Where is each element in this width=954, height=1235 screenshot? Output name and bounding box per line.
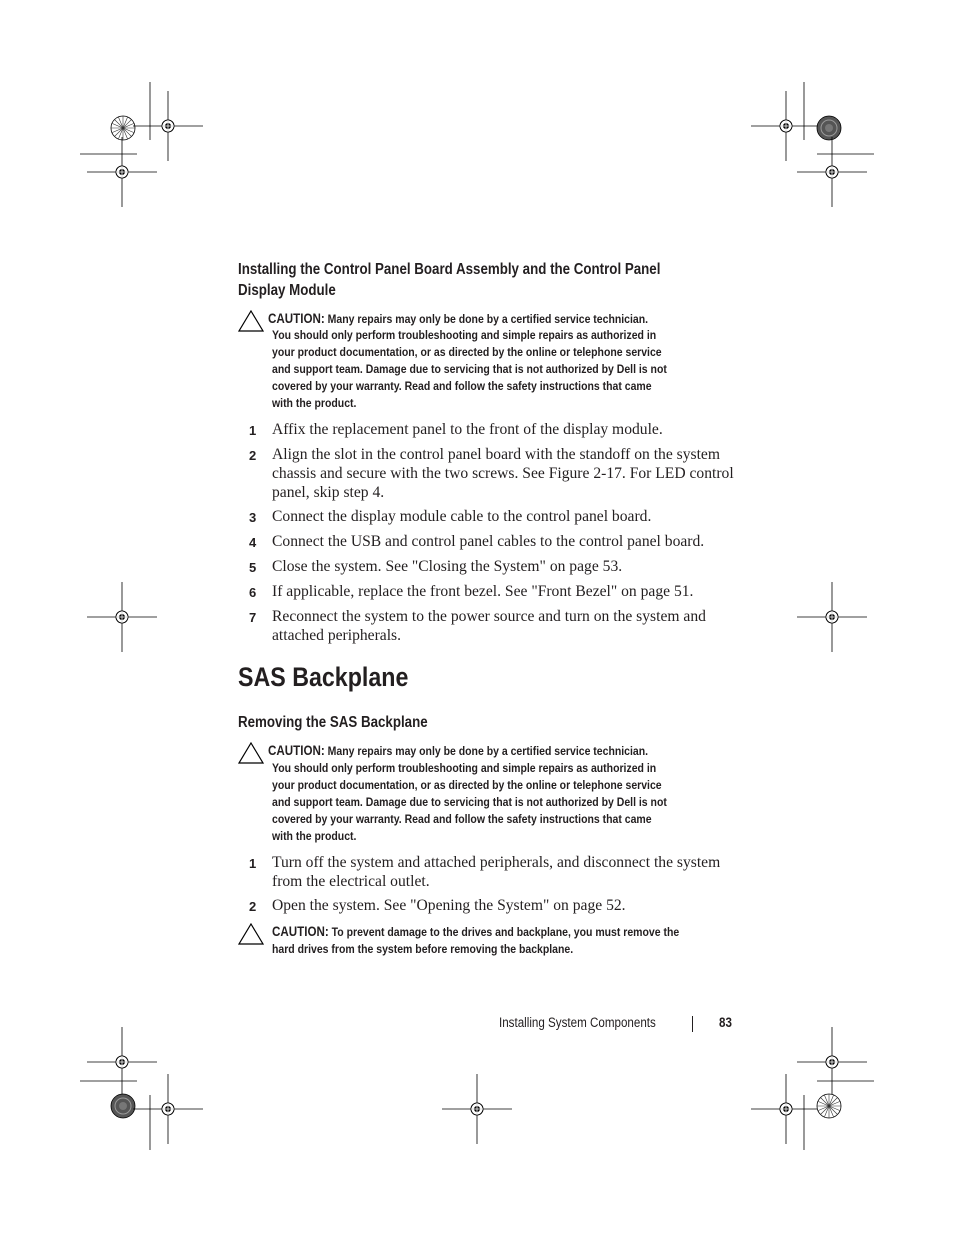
caution-text-line: and support team. Damage due to servicing that is not authorized by Dell is not: [272, 362, 667, 376]
caution-text-line: and support team. Damage due to servicing that is not authorized by Dell is not: [272, 795, 667, 809]
step-text: Turn off the system and attached peripherals, and disconnect the system: [272, 854, 721, 871]
caution-text-line: with the product.: [272, 396, 357, 410]
page-title: SAS Backplane: [238, 662, 409, 692]
footer-divider: [692, 1016, 693, 1032]
step-text: Connect the USB and control panel cables to the control panel board.: [272, 533, 705, 550]
color-wheel-icon: [111, 116, 135, 140]
caution-triangle-icon: [238, 923, 264, 945]
step-text: Align the slot in the control panel board with the standoff on the system: [272, 446, 720, 463]
step-number: 1: [249, 856, 257, 871]
step-number: 1: [249, 423, 257, 438]
caution-note: [272, 923, 832, 958]
step-number: 7: [249, 610, 257, 625]
registration-mark-icon: [797, 137, 867, 207]
step-text: attached peripherals.: [272, 627, 402, 644]
caution-note: [268, 742, 828, 760]
section-heading: [238, 259, 720, 301]
registration-mark-icon: [87, 1027, 157, 1097]
step-number: 3: [249, 510, 257, 525]
registration-mark-icon: [133, 91, 203, 161]
page-number: 83: [719, 1015, 732, 1030]
step-text: chassis and secure with the two screws. See Figure 2-17. For LED control: [272, 465, 734, 482]
caution-body: [272, 327, 832, 412]
step-number: 5: [249, 560, 257, 575]
step-text: panel, skip step 4.: [272, 484, 385, 501]
caution-text-line: covered by your warranty. Read and follow the safety instructions that came: [272, 379, 652, 393]
step-number: 4: [249, 535, 257, 550]
registration-mark-icon: [751, 1074, 821, 1144]
footer-chapter: Installing System Components: [499, 1015, 656, 1030]
color-wheel-icon: [111, 1094, 135, 1118]
registration-mark-icon: [87, 582, 157, 652]
section-heading-line: Display Module: [238, 282, 336, 299]
caution-note: [268, 310, 828, 328]
registration-mark-icon: [87, 137, 157, 207]
caution-triangle-icon: [238, 310, 264, 332]
registration-mark-icon: [751, 91, 821, 161]
caution-label: CAUTION:: [268, 311, 325, 326]
caution-triangle-icon: [238, 742, 264, 764]
color-wheel-icon: [817, 1094, 841, 1118]
caution-label: CAUTION:: [268, 743, 325, 758]
step-text: Connect the display module cable to the control panel board.: [272, 508, 652, 525]
registration-mark-icon: [797, 582, 867, 652]
registration-mark-icon: [133, 1074, 203, 1144]
caution-text-line: Many repairs may only be done by a certified service technician.: [327, 312, 649, 326]
caution-text-line: Many repairs may only be done by a certified service technician.: [327, 744, 649, 758]
step-number: 2: [249, 448, 257, 463]
caution-label: CAUTION:: [272, 924, 329, 939]
step-text: Reconnect the system to the power source and turn on the system and: [272, 608, 706, 625]
step-text: Open the system. See "Opening the System" on page 52.: [272, 897, 626, 914]
caution-text-line: hard drives from the system before removing the backplane.: [272, 942, 574, 956]
step-text: from the electrical outlet.: [272, 873, 430, 890]
registration-mark-icon: [797, 1027, 867, 1097]
step-text: If applicable, replace the front bezel. See "Front Bezel" on page 51.: [272, 583, 694, 600]
caution-text-line: your product documentation, or as directed by the online or telephone service: [272, 345, 662, 359]
color-wheel-icon: [817, 116, 841, 140]
caution-text-line: with the product.: [272, 829, 357, 843]
registration-mark-icon: [442, 1074, 512, 1144]
step-text: Affix the replacement panel to the front of the display module.: [272, 421, 663, 438]
caution-body: [272, 760, 832, 845]
caution-text-line: To prevent damage to the drives and backplane, you must remove the: [331, 925, 680, 939]
step-number: 2: [249, 899, 257, 914]
step-number: 6: [249, 585, 257, 600]
caution-text-line: covered by your warranty. Read and follow the safety instructions that came: [272, 812, 652, 826]
caution-text-line: your product documentation, or as directed by the online or telephone service: [272, 778, 662, 792]
section-heading-line: Installing the Control Panel Board Assembly and the Control Panel: [238, 261, 661, 278]
caution-text-line: You should only perform troubleshooting and simple repairs as authorized in: [272, 328, 657, 342]
caution-text-line: You should only perform troubleshooting and simple repairs as authorized in: [272, 761, 657, 775]
section-heading: Removing the SAS Backplane: [238, 714, 428, 731]
step-text: Close the system. See "Closing the System" on page 53.: [272, 558, 623, 575]
